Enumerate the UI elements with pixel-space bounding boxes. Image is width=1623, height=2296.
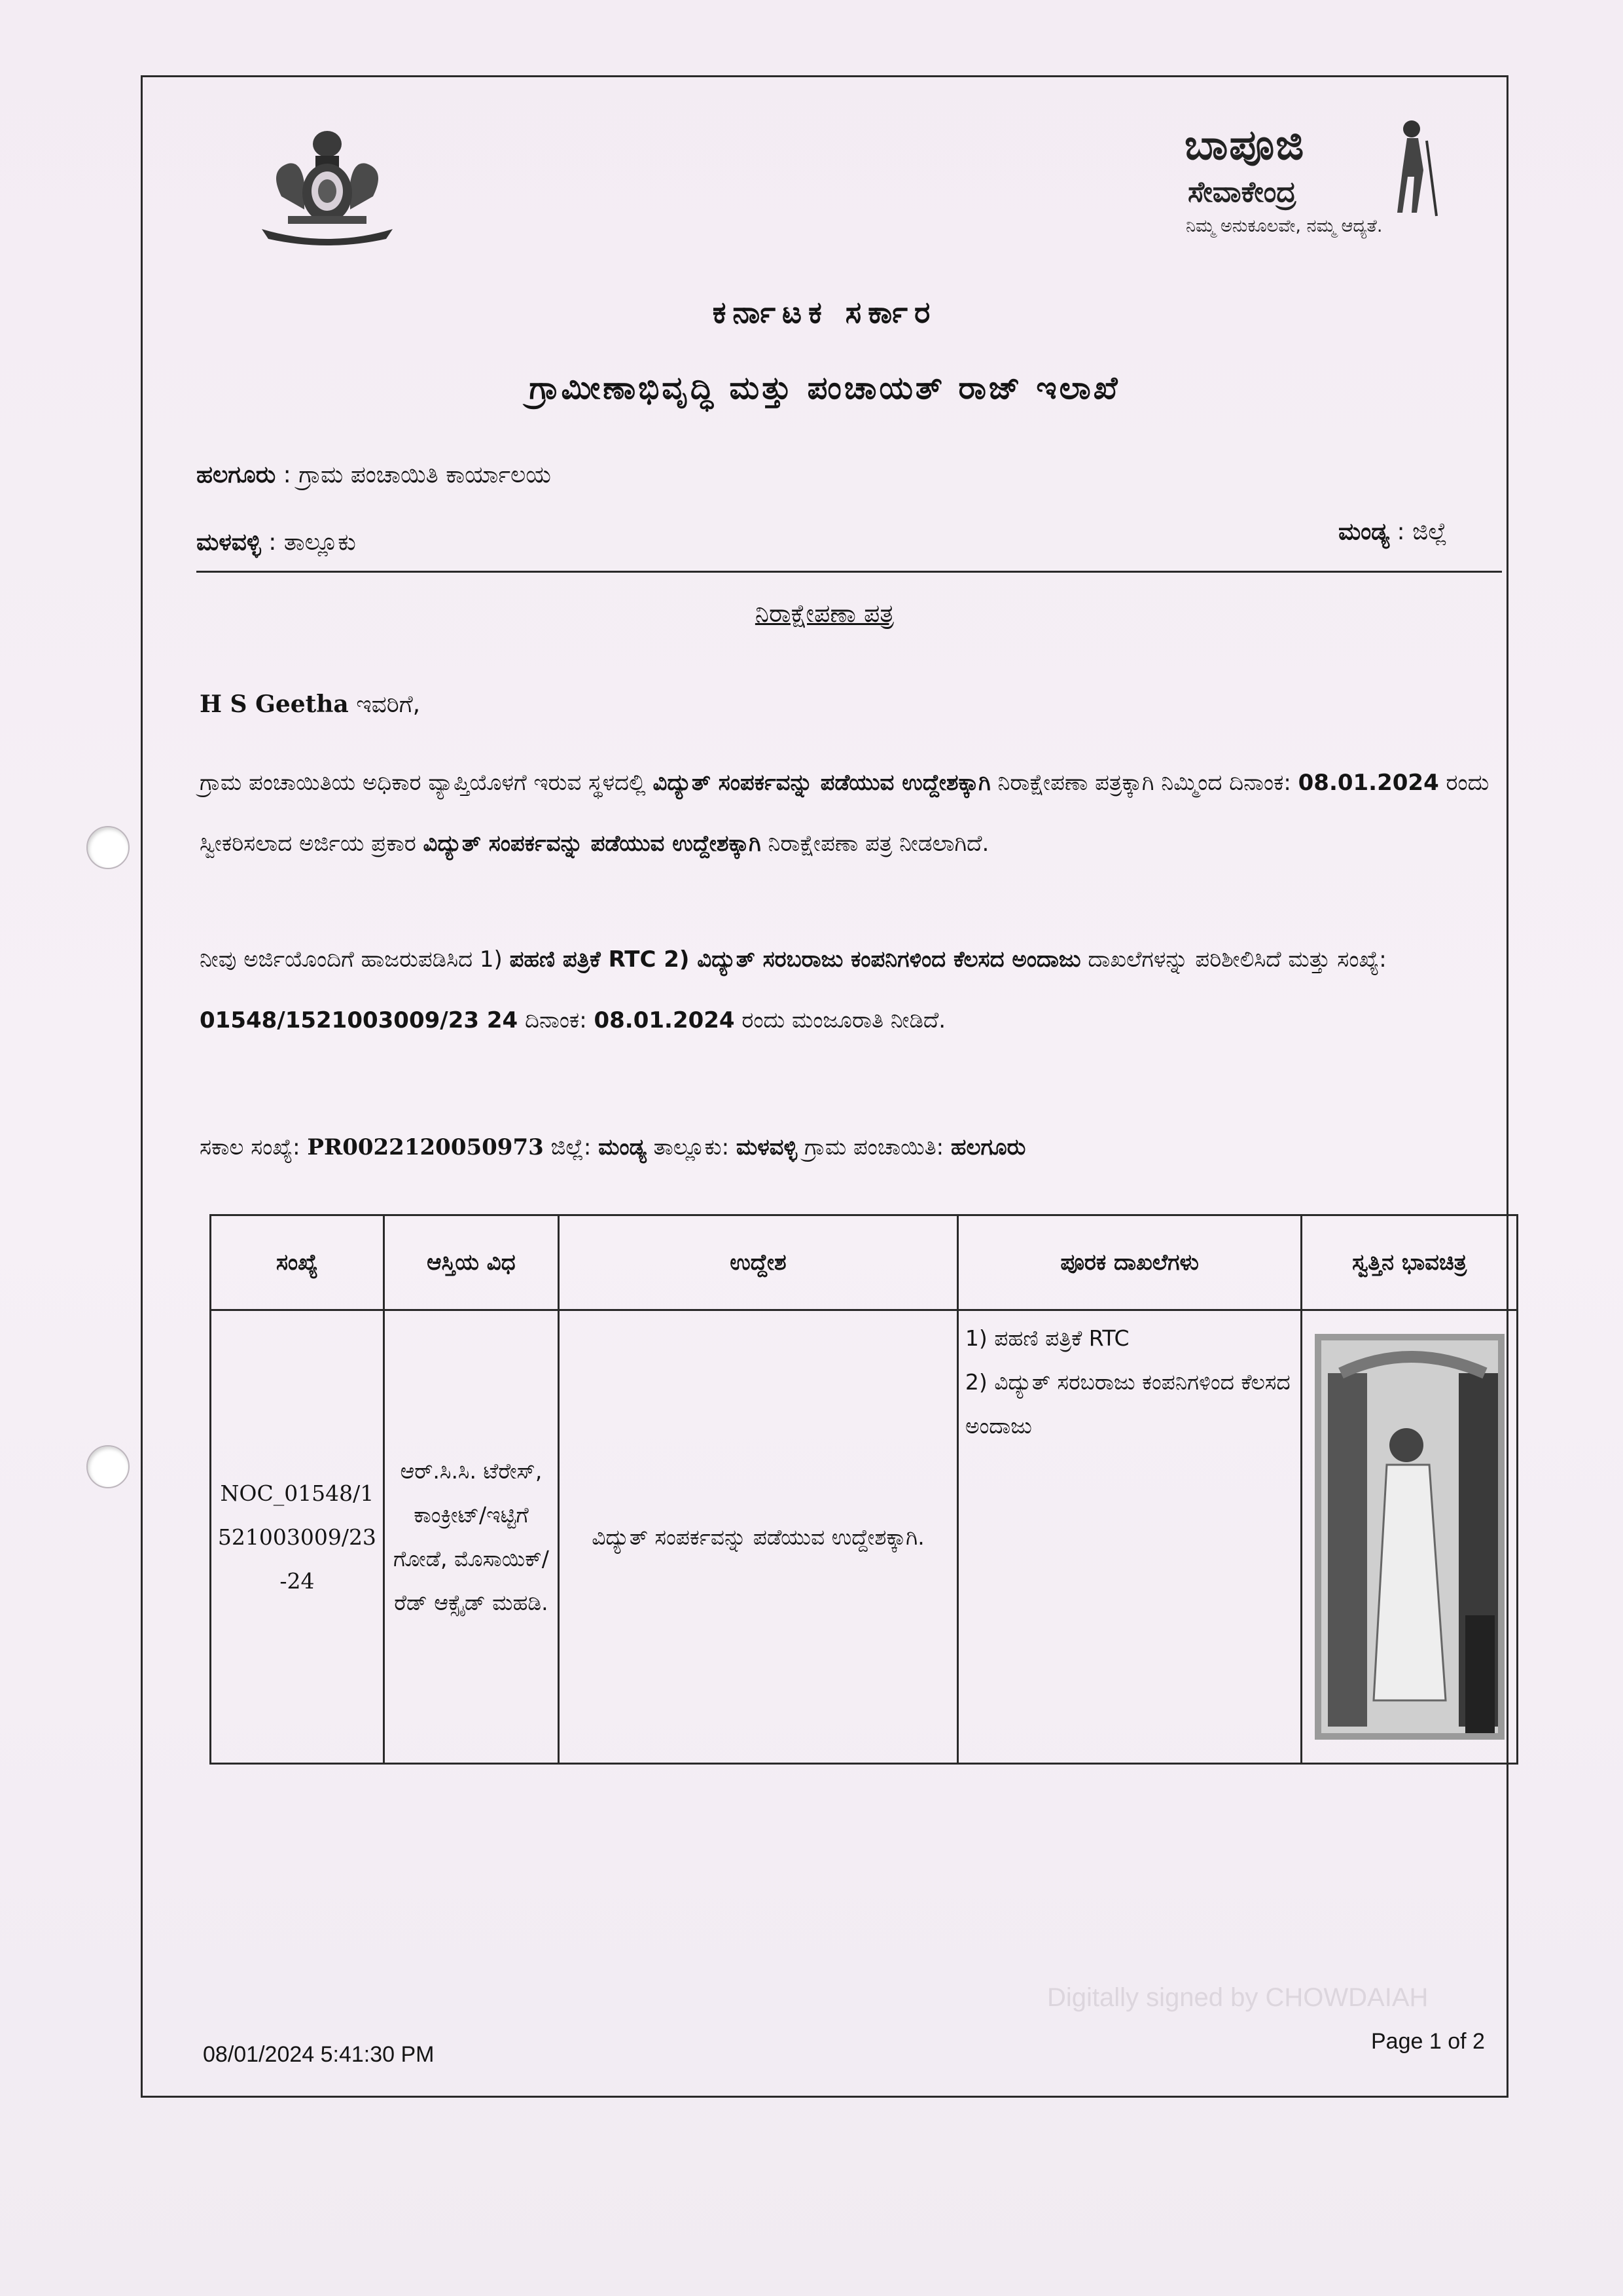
- sakala-label: ಸಕಾಲ ಸಂಖ್ಯೆ:: [200, 1134, 308, 1160]
- p1-text-c: ನಿರಾಕ್ಷೇಪಣಾ ಪತ್ರಕ್ಕಾಗಿ ನಿಮ್ಮಿಂದ ದಿನಾಂಕ:: [990, 770, 1298, 796]
- p2-text-d: ದಿನಾಂಕ:: [518, 1007, 594, 1033]
- gp-key: ಗ್ರಾಮ ಪಂಚಾಯಿತಿ:: [797, 1134, 951, 1160]
- footer-timestamp: 08/01/2024 5:41:30 PM: [203, 2042, 435, 2067]
- government-heading: ಕರ್ನಾಟಕ ಸರ್ಕಾರ: [712, 295, 937, 330]
- department-heading: ಗ್ರಾಮೀಣಾಭಿವೃದ್ಧಿ ಮತ್ತು ಪಂಚಾಯತ್ ರಾಜ್ ಇಲಾಖೆ: [529, 370, 1120, 406]
- header-property-type: ಆಸ್ತಿಯ ವಿಧ: [383, 1215, 558, 1310]
- table-row: [211, 1310, 1518, 1764]
- p1-text-a: ಗ್ರಾಮ ಪಂಚಾಯಿತಿಯ ಅಧಿಕಾರ ವ್ಯಾಪ್ತಿಯೊಳಗೆ ಇರುವ ಸ್ಥಳದಲ್ಲಿ: [200, 770, 653, 796]
- p2-text-a: ನೀವು ಅರ್ಜಿಯೊಂದಿಗೆ ಹಾಜರುಪಡಿಸಿದ 1): [200, 946, 510, 973]
- district-line: [1338, 518, 1447, 546]
- district-place: ಮಂಡ್ಯ: [1338, 518, 1390, 545]
- p2-text-e: ರಂದು ಮಂಜೂರಾತಿ ನೀಡಿದೆ.: [734, 1007, 946, 1033]
- p1-purpose: ವಿದ್ಯುತ್ ಸಂಪರ್ಕವನ್ನು ಪಡೆಯುವ ಉದ್ದೇಶಕ್ಕಾಗಿ: [652, 770, 991, 796]
- addressee-suffix: ಇವರಿಗೆ,: [348, 691, 421, 718]
- cell-purpose: ವಿದ್ಯುತ್ ಸಂಪರ್ಕವನ್ನು ಪಡೆಯುವ ಉದ್ದೇಶಕ್ಕಾಗಿ.: [559, 1310, 958, 1764]
- district-label: : ಜಿಲ್ಲೆ: [1397, 518, 1448, 545]
- taluk-label: : ತಾಲ್ಲೂಕು: [268, 529, 356, 556]
- header-purpose: ಉದ್ದೇಶ: [559, 1215, 958, 1310]
- p1-date: 08.01.2024: [1298, 770, 1439, 796]
- state-emblem-icon: [242, 118, 412, 249]
- office-line: [196, 461, 551, 489]
- taluk-place: ಮಳವಳ್ಳಿ: [196, 529, 261, 556]
- cell-number: NOC_01548/1521003009/23-24: [211, 1310, 384, 1764]
- header-number: ಸಂಖ್ಯೆ: [211, 1215, 384, 1310]
- p1-purpose-2: ವಿದ್ಯುತ್ ಸಂಪರ್ಕವನ್ನು ಪಡೆಯುವ ಉದ್ದೇಶಕ್ಕಾಗಿ: [423, 831, 761, 857]
- sakala-number: PR0022120050973: [307, 1134, 544, 1160]
- p2-text-c: ದಾಖಲೆಗಳನ್ನು ಪರಿಶೀಲಿಸಿದೆ ಮತ್ತು ಸಂಖ್ಯೆ:: [1080, 946, 1387, 973]
- walking-figure-icon: [1371, 115, 1450, 219]
- gp-value: ಹಲಗೂರು: [950, 1134, 1026, 1160]
- header-divider: [196, 571, 1502, 573]
- table-header-row: [211, 1215, 1518, 1310]
- salutation: [200, 691, 420, 719]
- noc-table: [209, 1214, 1518, 1765]
- brand-subtitle: ಸೇವಾಕೇಂದ್ರ: [1188, 175, 1296, 209]
- sakala-line: [200, 1134, 1026, 1160]
- cell-photo: [1302, 1310, 1518, 1764]
- property-photo: [1315, 1334, 1505, 1740]
- p2-number: 01548/1521003009/23 24: [200, 1007, 518, 1033]
- addressee-name: H S Geetha: [200, 691, 349, 718]
- document-item-2: 2) ವಿದ್ಯುತ್ ಸರಬರಾಜು ಕಂಪನಿಗಳಿಂದ ಕೆಲಸದ ಅಂದಾಜು: [965, 1369, 1291, 1439]
- footer-page-number: Page 1 of 2: [1371, 2029, 1485, 2054]
- office-name: : ಗ್ರಾಮ ಪಂಚಾಯಿತಿ ಕಾರ್ಯಾಲಯ: [283, 461, 551, 488]
- cell-property-type: ಆರ್.ಸಿ.ಸಿ. ಟೆರೇಸ್, ಕಾಂಕ್ರೀಟ್/ಇಟ್ಟಿಗೆ ಗೋಡೆ, ಮೊಸಾಯಿಕ್/ರೆಡ್ ಆಕ್ಸೈಡ್ ಮಹಡಿ.: [383, 1310, 558, 1764]
- office-place: ಹಲಗೂರು: [196, 461, 276, 488]
- faded-signature-stamp: Digitally signed by CHOWDAIAH: [1047, 1983, 1429, 2012]
- document-item-1: 1) ಪಹಣಿ ಪತ್ರಿಕೆ RTC: [965, 1325, 1130, 1351]
- brand-title: ಬಾಪೂಜಿ: [1185, 121, 1306, 170]
- brand-tagline: ನಿಮ್ಮ ಅನುಕೂಲವೇ, ನಮ್ಮ ಆದ್ಯತೆ.: [1186, 216, 1383, 236]
- p1-text-f: ನಿರಾಕ್ಷೇಪಣಾ ಪತ್ರ ನೀಡಲಾಗಿದೆ.: [760, 831, 990, 857]
- document-title: ನಿರಾಕ್ಷೇಪಣಾ ಪತ್ರ: [755, 599, 895, 628]
- p1-text-d: ರಂದು ಸ್ವೀಕರಿಸಲಾದ ಅರ್ಜಿಯ ಪ್ರಕಾರ: [200, 770, 1489, 857]
- cell-documents: [957, 1310, 1301, 1764]
- taluk-line: [196, 529, 356, 556]
- punch-hole-bottom: [86, 1445, 130, 1488]
- punch-hole-top: [86, 826, 130, 869]
- p2-documents: ಪಹಣಿ ಪತ್ರಿಕೆ RTC 2) ವಿದ್ಯುತ್ ಸರಬರಾಜು ಕಂಪನಿಗಳಿಂದ ಕೆಲಸದ ಅಂದಾಜು: [509, 946, 1081, 973]
- header-photo: ಸ್ವತ್ತಿನ ಭಾವಚಿತ್ರ: [1302, 1215, 1518, 1310]
- paragraph-2: [200, 929, 1495, 1051]
- header-documents: ಪೂರಕ ದಾಖಲೆಗಳು: [957, 1215, 1301, 1310]
- p2-date: 08.01.2024: [594, 1007, 735, 1033]
- paragraph-1: [200, 753, 1495, 874]
- taluk-key: ತಾಲ್ಲೂಕು:: [646, 1134, 736, 1160]
- district-value: ಮಂಡ್ಯ: [598, 1134, 647, 1160]
- taluk-value: ಮಳವಳ್ಳಿ: [736, 1134, 798, 1160]
- district-key: ಜಿಲ್ಲೆ:: [543, 1134, 599, 1160]
